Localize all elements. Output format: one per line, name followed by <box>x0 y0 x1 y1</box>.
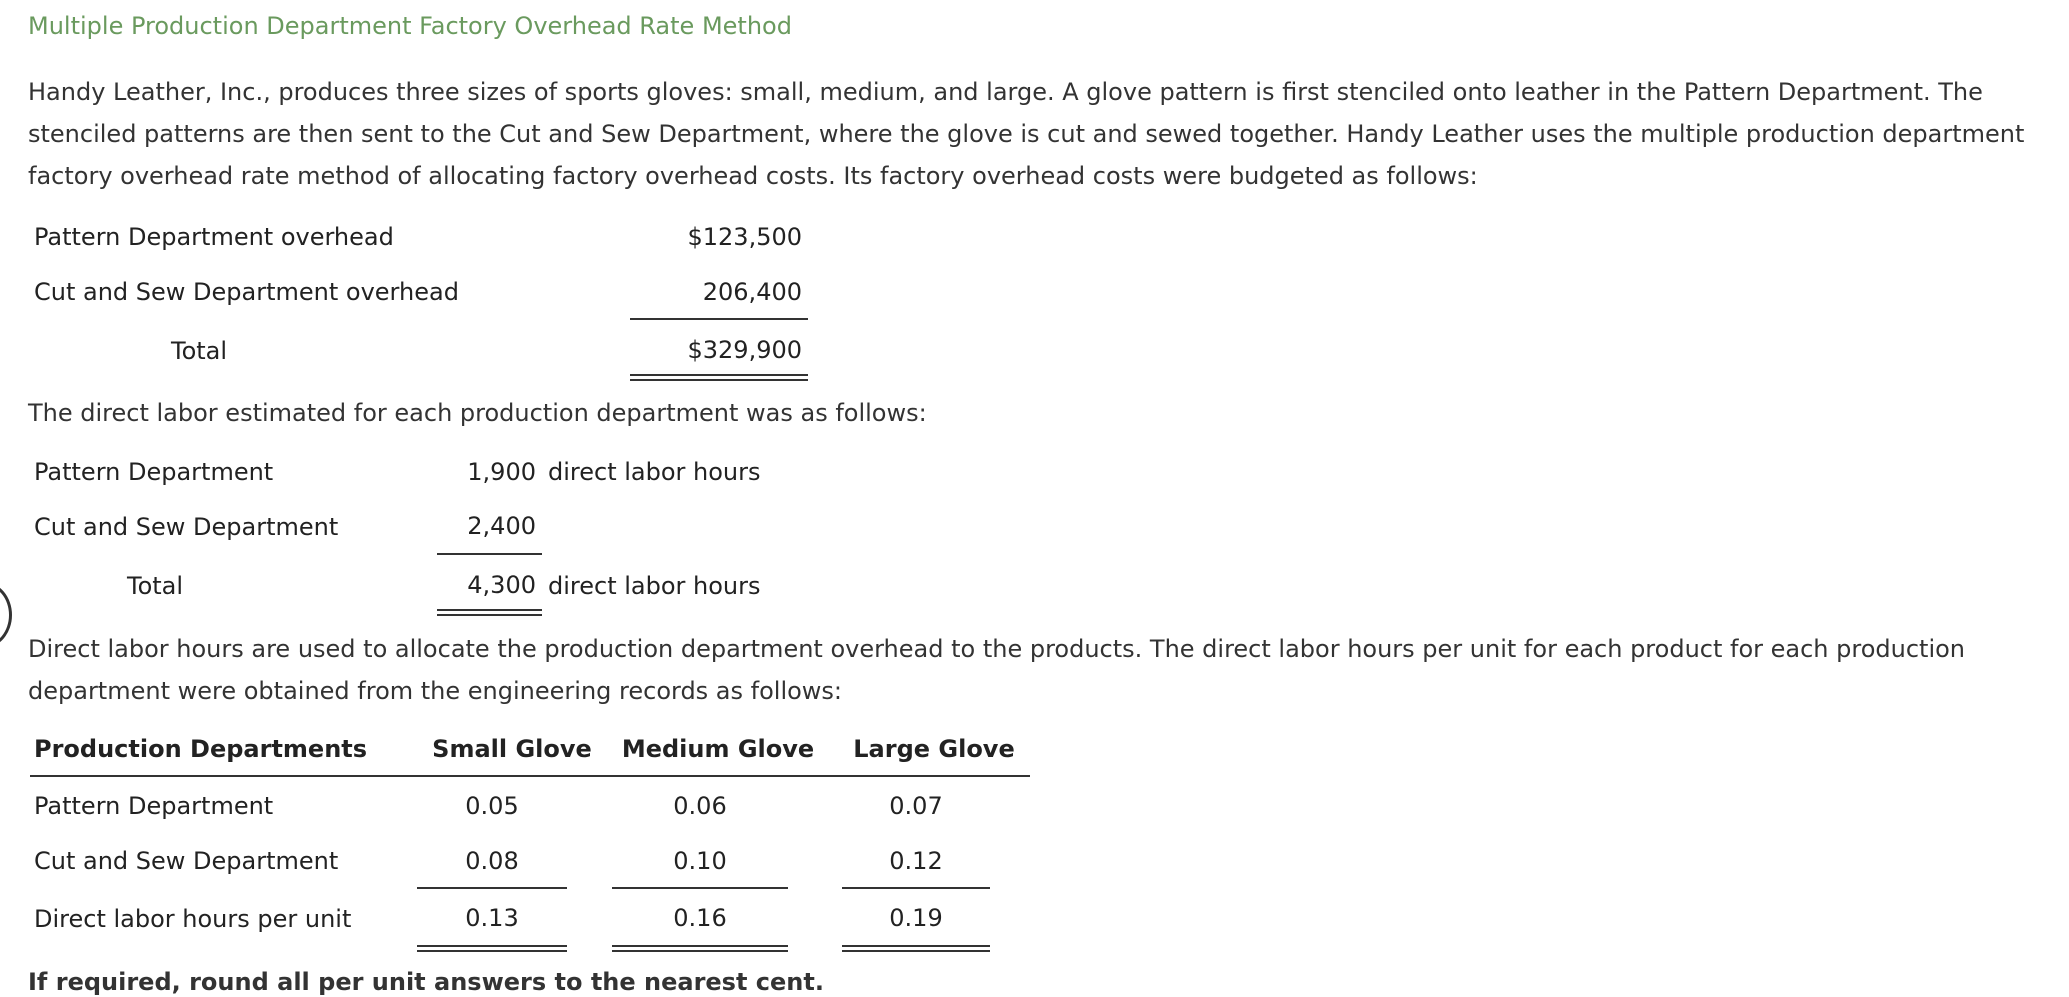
small-total-double-rule <box>417 945 567 952</box>
small-subtotal-rule <box>417 887 567 889</box>
labor-total-value: 4,300 <box>467 571 536 599</box>
dlh-medium-total: 0.16 <box>673 904 727 932</box>
dlh-large-total: 0.19 <box>889 904 943 932</box>
allocation-line-1: Direct labor hours are used to allocate the production department overhead to the products. The direct labor hours per unit for each product for each production <box>28 635 1966 663</box>
medium-subtotal-rule <box>612 887 788 889</box>
dlh-row-label: Pattern Department <box>34 792 274 820</box>
intro-line-3: factory overhead rate method of allocating factory overhead costs. Its factory overhead costs were budgeted as follows: <box>28 162 1478 190</box>
problem-title: Multiple Production Department Factory Overhead Rate Method <box>28 12 792 40</box>
labor-row-label: Pattern Department <box>34 458 274 486</box>
overhead-row-value: 206,400 <box>702 278 802 306</box>
dlh-large-value: 0.12 <box>889 847 943 875</box>
overhead-total-value: $329,900 <box>687 336 802 364</box>
total-double-rule <box>630 374 808 381</box>
allocation-line-2: department were obtained from the engineering records as follows: <box>28 677 843 705</box>
labor-row-unit: direct labor hours <box>548 458 761 486</box>
dlh-small-value: 0.05 <box>465 792 519 820</box>
header-small-glove: Small Glove <box>432 735 592 763</box>
dlh-small-total: 0.13 <box>465 904 519 932</box>
labor-row-value: 2,400 <box>467 512 536 540</box>
navigation-circle-fragment <box>0 582 12 648</box>
dlh-row-label: Cut and Sew Department <box>34 847 339 875</box>
intro-line-1: Handy Leather, Inc., produces three sizes of sports gloves: small, medium, and large. A glove pattern is first stenciled onto leather in the Pattern Department. The <box>28 78 1983 106</box>
rounding-note: If required, round all per unit answers to the nearest cent. <box>28 968 824 996</box>
header-production-departments: Production Departments <box>34 735 368 763</box>
medium-total-double-rule <box>612 945 788 952</box>
header-rule <box>30 775 1030 777</box>
subtotal-rule <box>437 553 542 555</box>
dlh-small-value: 0.08 <box>465 847 519 875</box>
intro-line-2: stenciled patterns are then sent to the Cut and Sew Department, where the glove is cut and sewed together. Handy Leather uses the multiple production department <box>28 120 2025 148</box>
subtotal-rule <box>630 318 808 320</box>
overhead-row-value: $123,500 <box>687 223 802 251</box>
dlh-total-label: Direct labor hours per unit <box>34 905 352 933</box>
labor-total-label: Total <box>127 572 184 600</box>
labor-total-unit: direct labor hours <box>548 572 761 600</box>
large-total-double-rule <box>842 945 990 952</box>
labor-row-value: 1,900 <box>467 458 536 486</box>
header-large-glove: Large Glove <box>853 735 1015 763</box>
dlh-large-value: 0.07 <box>889 792 943 820</box>
overhead-total-label: Total <box>171 337 228 365</box>
dlh-medium-value: 0.06 <box>673 792 727 820</box>
header-medium-glove: Medium Glove <box>621 735 815 763</box>
labor-intro: The direct labor estimated for each production department was as follows: <box>28 399 927 427</box>
large-subtotal-rule <box>842 887 990 889</box>
labor-row-label: Cut and Sew Department <box>34 513 339 541</box>
overhead-row-label: Pattern Department overhead <box>34 223 394 251</box>
overhead-row-label: Cut and Sew Department overhead <box>34 278 459 306</box>
total-double-rule <box>437 609 542 616</box>
dlh-medium-value: 0.10 <box>673 847 727 875</box>
